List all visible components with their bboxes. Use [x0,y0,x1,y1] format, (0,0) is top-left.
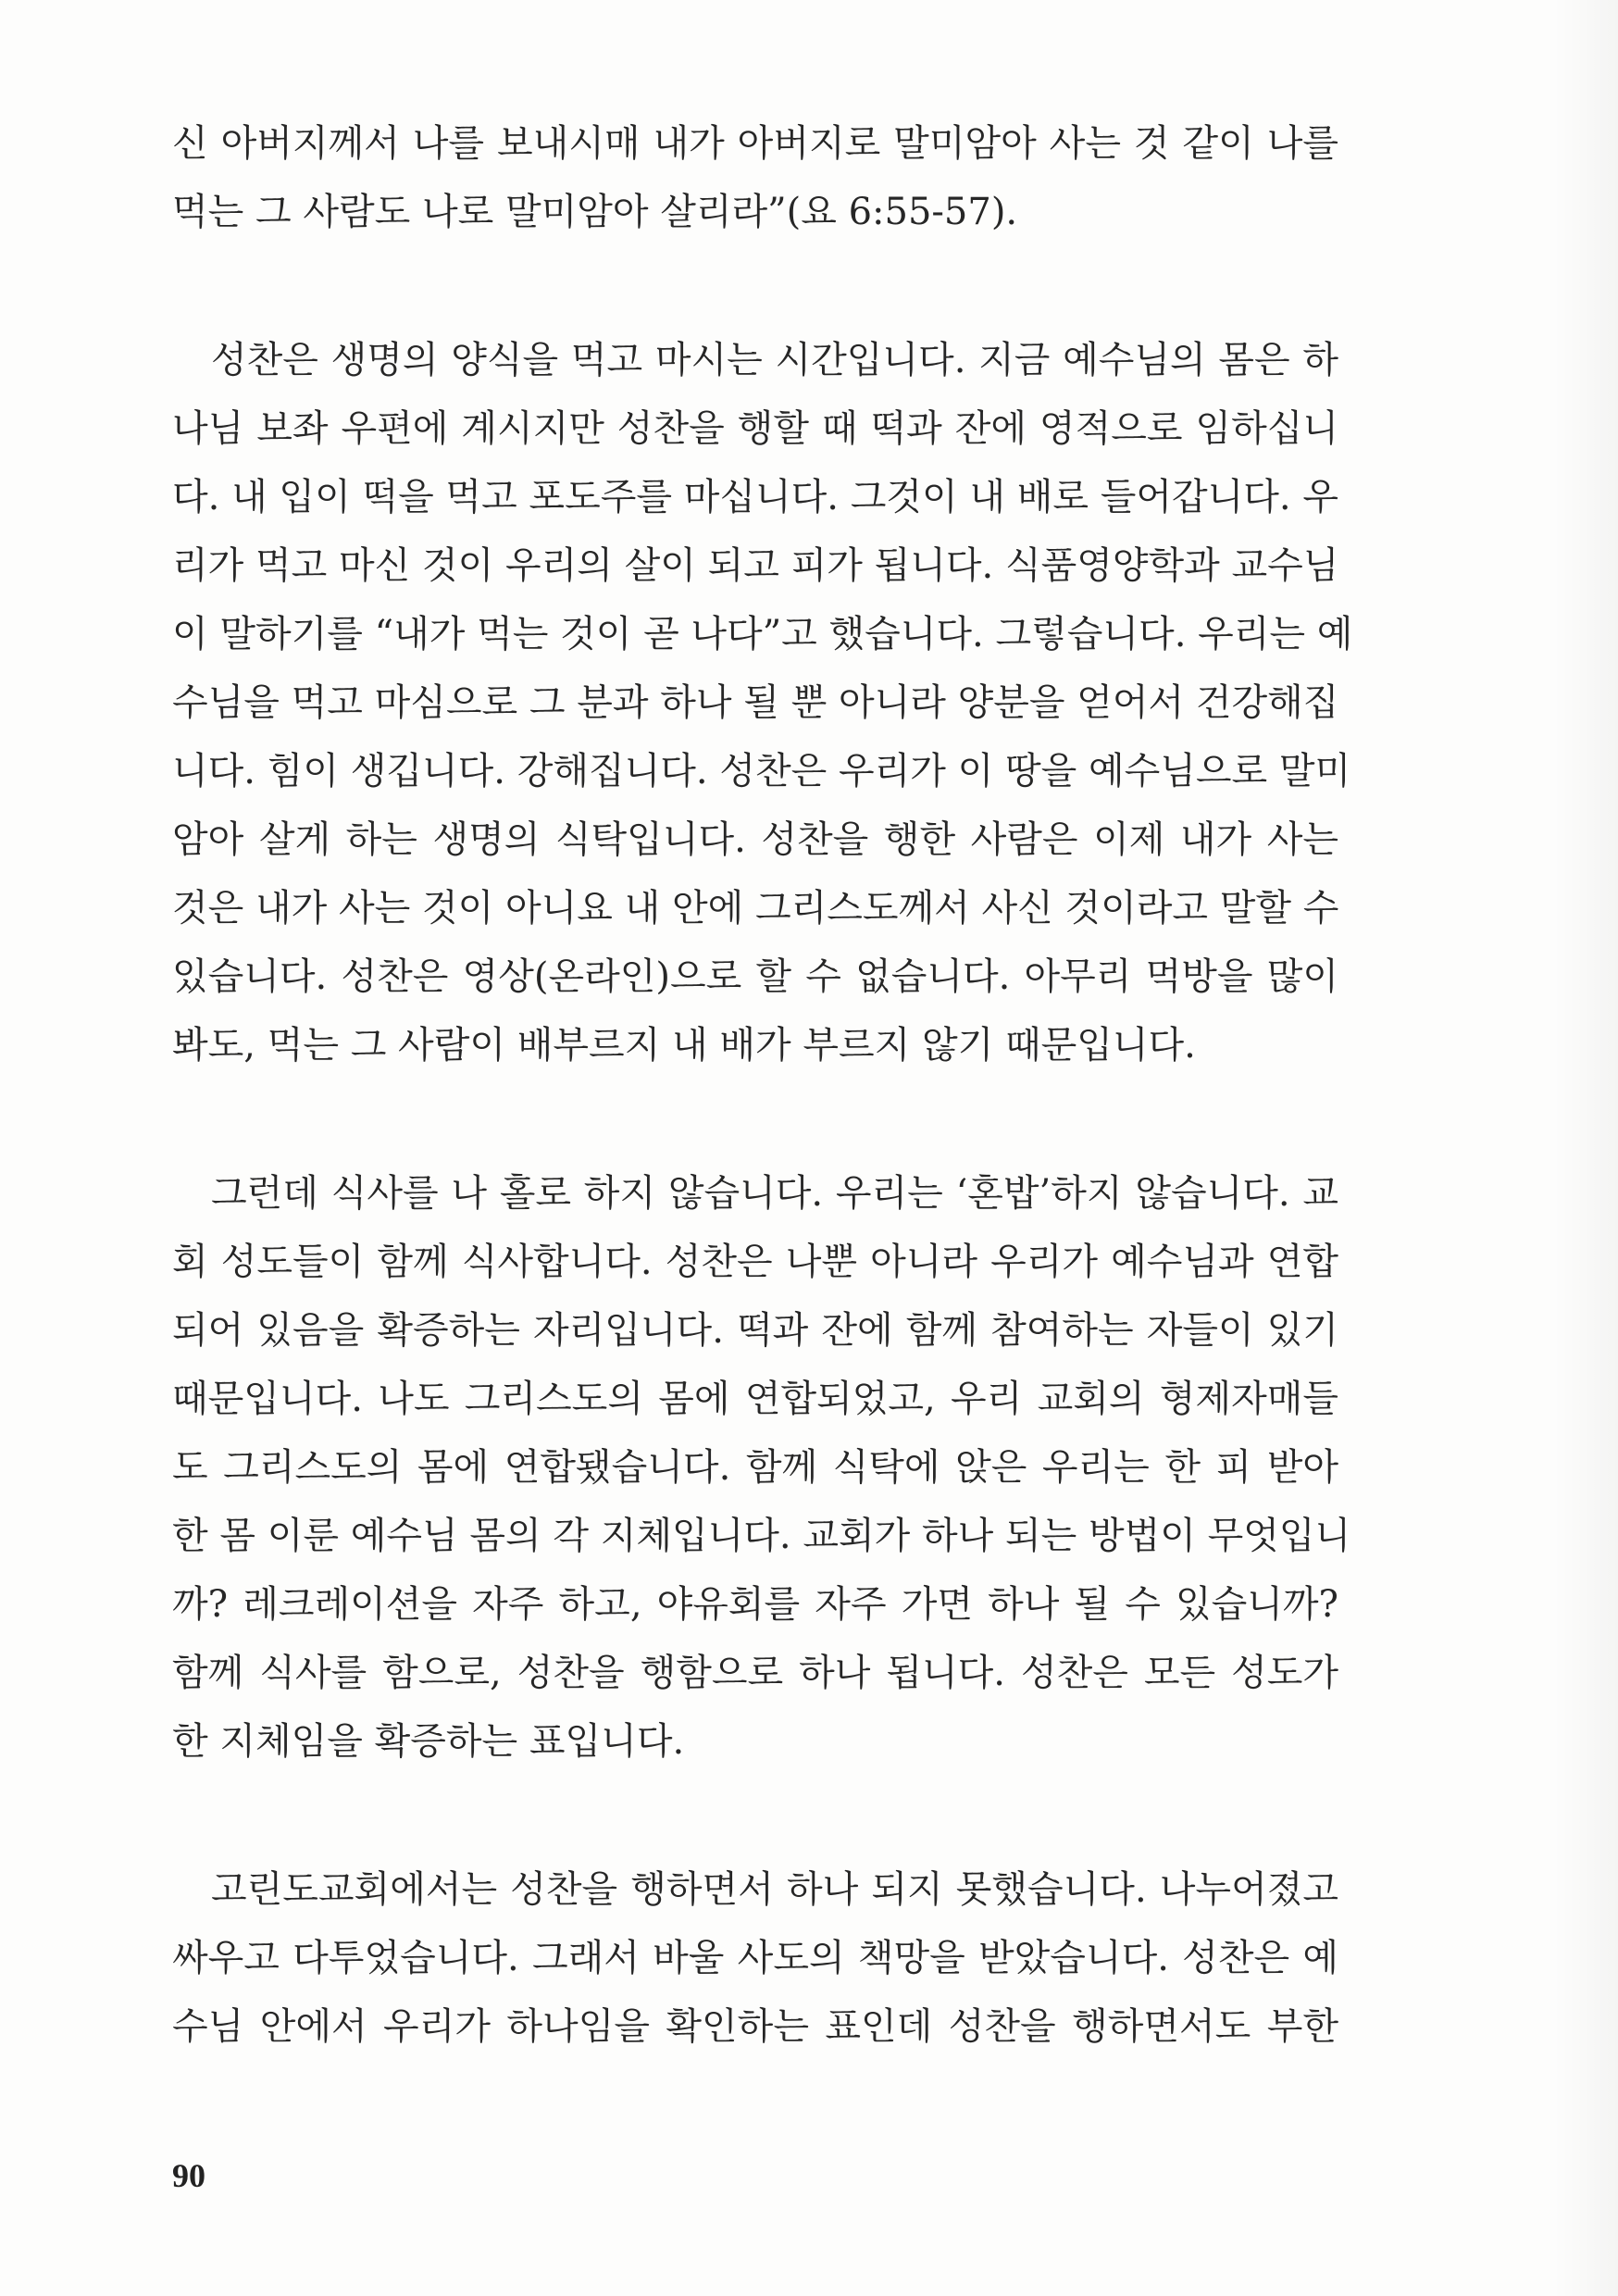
page-number: 90 [172,2157,205,2194]
text-line: 회 성도들이 함께 식사합니다. 성찬은 나뿐 아니라 우리가 예수님과 연합 [172,1241,1338,1283]
text-line: 암아 살게 하는 생명의 식탁입니다. 성찬을 행한 사람은 이제 내가 사는 [172,818,1338,861]
text-line: 되어 있음을 확증하는 자리입니다. 떡과 잔에 함께 참여하는 자들이 있기 [172,1309,1338,1352]
text-line: 고린도교회에서는 성찬을 행하면서 하나 되지 못했습니다. 나누어졌고 [211,1868,1338,1911]
body-text [172,109,1353,2061]
text-line: 그런데 식사를 나 홀로 하지 않습니다. 우리는 ‘혼밥’하지 않습니다. 교 [211,1172,1338,1215]
text-line: 것은 내가 사는 것이 아니요 내 안에 그리스도께서 사신 것이라고 말할 수 [172,887,1339,930]
text-line: 신 아버지께서 나를 보내시매 내가 아버지로 말미암아 사는 것 같이 나를 [172,122,1338,165]
text-line: 한 지체임을 확증하는 표입니다. [172,1720,685,1763]
text-line: 있습니다. 성찬은 영상(온라인)으로 할 수 없습니다. 아무리 먹방을 많이 [172,955,1338,998]
text-line: 성찬은 생명의 양식을 먹고 마시는 시간입니다. 지금 예수님의 몸은 하 [211,339,1338,381]
paragraph-gap [172,1776,1338,1855]
text-line: 싸우고 다투었습니다. 그래서 바울 사도의 책망을 받았습니다. 성찬은 예 [172,1937,1338,1979]
text-line: 다. 내 입이 떡을 먹고 포도주를 마십니다. 그것이 내 배로 들어갑니다. 우 [172,476,1338,518]
text-line: 리가 먹고 마신 것이 우리의 살이 되고 피가 됩니다. 식품영양학과 교수님 [172,544,1339,587]
text-line: 도 그리스도의 몸에 연합됐습니다. 함께 식탁에 앉은 우리는 한 피 받아 [172,1446,1338,1489]
paragraph-3 [172,1159,1351,1776]
text-line: 때문입니다. 나도 그리스도의 몸에 연합되었고, 우리 교회의 형제자매들 [172,1378,1338,1420]
paragraph-4 [172,1855,1338,2061]
paragraph-gap [172,246,1338,326]
paragraph-gap [172,1079,1338,1159]
text-line: 까? 레크레이션을 자주 하고, 야유회를 자주 가면 하나 될 수 있습니까? [172,1583,1338,1626]
text-line: 이 말하기를 “내가 먹는 것이 곧 나다”고 했습니다. 그렇습니다. 우리는 예 [172,613,1353,655]
page-gutter-shadow [1553,0,1618,2296]
paragraph-1 [172,109,1338,246]
paragraph-2 [172,326,1353,1079]
text-line: 함께 식사를 함으로, 성찬을 행함으로 하나 됩니다. 성찬은 모든 성도가 [172,1652,1338,1694]
text-line: 수님을 먹고 마심으로 그 분과 하나 될 뿐 아니라 양분을 얻어서 건강해집 [172,681,1339,724]
text-line: 수님 안에서 우리가 하나임을 확인하는 표인데 성찬을 행하면서도 부한 [172,2005,1338,2048]
text-line: 먹는 그 사람도 나로 말미암아 살리라”(요 6:55-57). [172,191,1018,233]
text-line: 봐도, 먹는 그 사람이 배부르지 내 배가 부르지 않기 때문입니다. [172,1024,1196,1067]
text-line: 나님 보좌 우편에 계시지만 성찬을 행할 때 떡과 잔에 영적으로 임하십니 [172,407,1338,450]
text-line: 니다. 힘이 생깁니다. 강해집니다. 성찬은 우리가 이 땅을 예수님으로 말미 [172,750,1351,792]
text-line: 한 몸 이룬 예수님 몸의 각 지체입니다. 교회가 하나 되는 방법이 무엇입니 [172,1515,1351,1557]
